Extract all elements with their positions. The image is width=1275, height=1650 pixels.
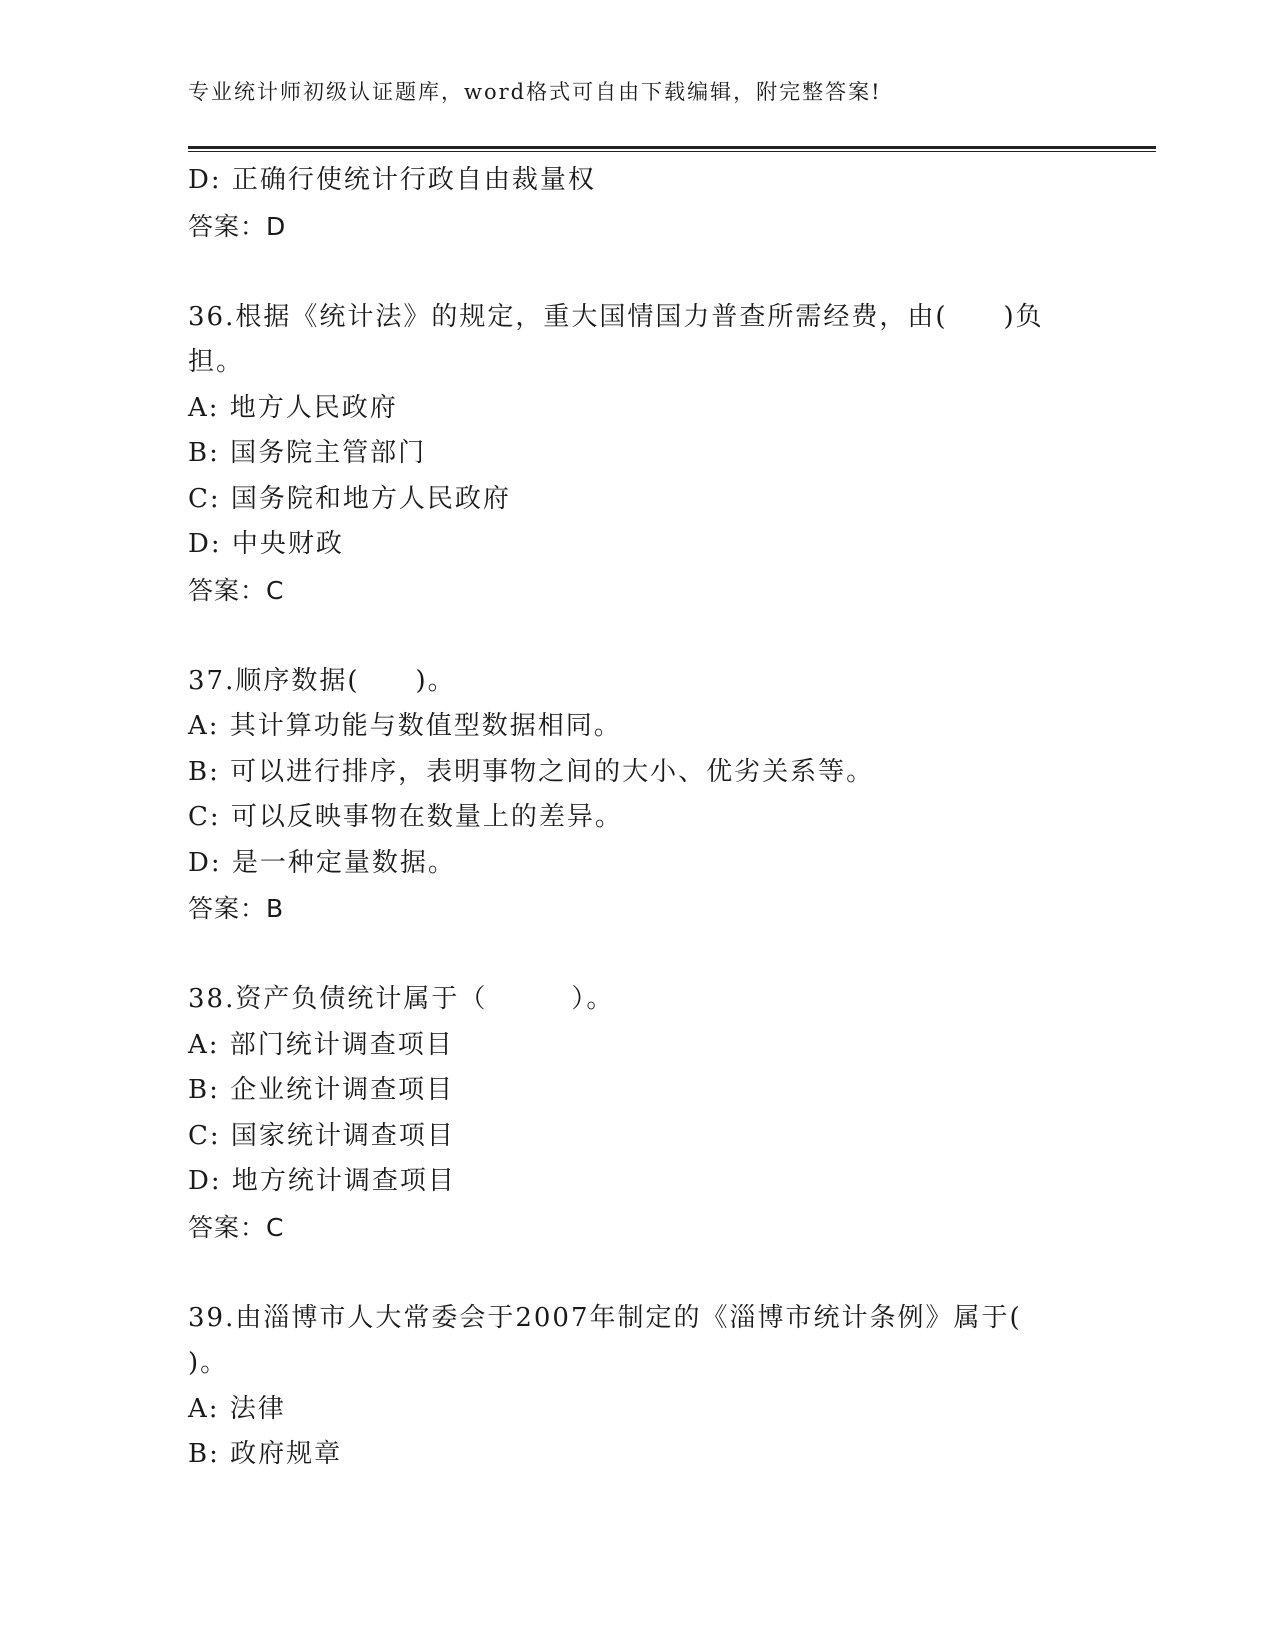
question-36 [188, 295, 1088, 614]
spacer [188, 932, 1088, 978]
question-39 [188, 1296, 1088, 1478]
question-stem: 38.资产负债统计属于（ ）。 [188, 984, 615, 1014]
option-b: B: 国务院主管部门 [188, 438, 427, 468]
option-b: B: 政府规章 [188, 1439, 343, 1469]
question-stem-continued: 担。 [188, 347, 245, 377]
option-b: B: 可以进行排序，表明事物之间的大小、优劣关系等。 [188, 756, 875, 787]
option-d: D: 是一种定量数据。 [188, 847, 456, 878]
option-b: B: 企业统计调查项目 [188, 1075, 455, 1105]
question-stem: 36.根据《统计法》的规定，重大国情国力普查所需经费，由( )负 [188, 301, 1044, 332]
page-header-title: 专业统计师初级认证题库，word格式可自由下载编辑，附完整答案! [188, 80, 882, 104]
question-38 [188, 977, 1088, 1250]
spacer [188, 613, 1088, 659]
option-a: A: 部门统计调查项目 [188, 1029, 454, 1060]
answer-line: 答案：C [188, 1212, 285, 1242]
question-37 [188, 659, 1088, 932]
spacer [188, 1250, 1088, 1296]
option-d: D: 地方统计调查项目 [188, 1166, 456, 1196]
header-divider [188, 146, 1156, 152]
answer-line: 答案：B [188, 894, 285, 923]
question-content [188, 158, 1088, 1478]
question-stem: 37.顺序数据( )。 [188, 665, 456, 696]
option-a: A: 地方人民政府 [188, 392, 398, 423]
option-a: A: 其计算功能与数值型数据相同。 [188, 711, 622, 741]
option-d: D: 中央财政 [188, 529, 344, 559]
question-stem: 39.由淄博市人大常委会于2007年制定的《淄博市统计条例》属于( [188, 1302, 1022, 1333]
previous-question-tail [188, 158, 1088, 249]
option-d: D: 正确行使统计行政自由裁量权 [188, 165, 596, 195]
option-a: A: 法律 [188, 1393, 286, 1424]
option-c: C: 可以反映事物在数量上的差异。 [188, 802, 623, 832]
question-stem-continued: )。 [188, 1348, 229, 1378]
option-c: C: 国务院和地方人民政府 [188, 483, 511, 514]
answer-line: 答案：D [188, 211, 287, 241]
answer-line: 答案：C [188, 575, 285, 605]
spacer [188, 249, 1088, 295]
option-c: C: 国家统计调查项目 [188, 1120, 455, 1151]
